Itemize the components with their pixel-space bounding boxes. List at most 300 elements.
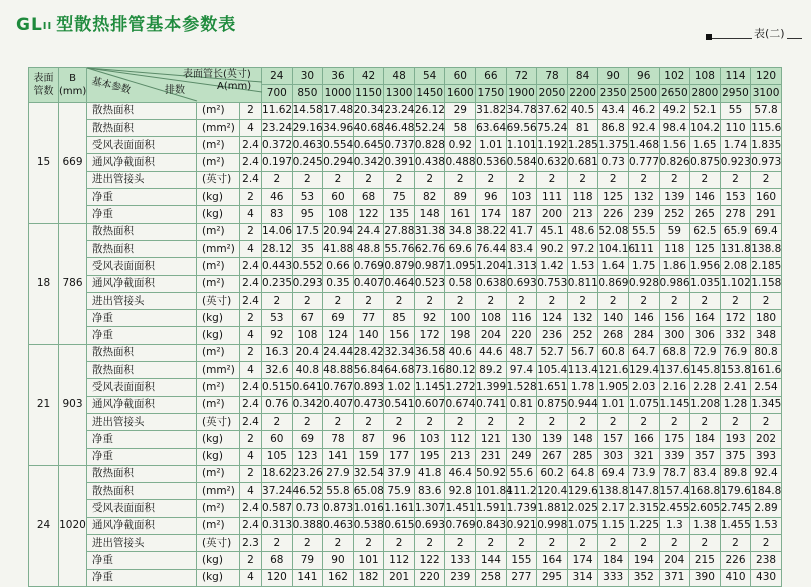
value-cell: 60 — [262, 431, 293, 448]
value-cell: 53 — [292, 189, 323, 206]
value-cell: 83.6 — [414, 483, 445, 500]
header-length-in: 24 — [262, 68, 293, 85]
table-row — [29, 275, 782, 292]
value-cell: 72.9 — [690, 344, 721, 361]
value-cell: 0.342 — [353, 154, 384, 171]
header-length-mm: 2350 — [598, 85, 629, 102]
value-cell: 56.84 — [353, 362, 384, 379]
value-cell: 0.342 — [292, 396, 323, 413]
value-cell: 239 — [445, 569, 476, 586]
header-length-mm: 1300 — [384, 85, 415, 102]
value-cell: 123 — [292, 448, 323, 465]
value-cell: 0.407 — [353, 275, 384, 292]
value-cell: 0.607 — [414, 396, 445, 413]
value-cell: 87 — [353, 431, 384, 448]
value-cell: 2 — [414, 171, 445, 188]
rows-count-cell: 4 — [240, 569, 262, 586]
header-length-mm-label: A(mm) — [217, 81, 252, 92]
param-unit-cell: (m²) — [197, 344, 240, 361]
value-cell: 40.6 — [445, 344, 476, 361]
value-cell: 95 — [292, 206, 323, 223]
value-cell: 238 — [751, 552, 782, 569]
rows-count-cell: 2.4 — [240, 171, 262, 188]
value-cell: 2 — [751, 292, 782, 309]
value-cell: 133 — [445, 552, 476, 569]
value-cell: 46.2 — [628, 102, 659, 119]
value-cell: 0.235 — [262, 275, 293, 292]
table-row — [29, 258, 782, 275]
param-unit-cell: (m²) — [197, 154, 240, 171]
value-cell: 124 — [537, 310, 568, 327]
value-cell: 1.225 — [628, 517, 659, 534]
value-cell: 83.4 — [690, 465, 721, 482]
value-cell: 2 — [720, 413, 751, 430]
value-cell: 156 — [384, 327, 415, 344]
value-cell: 64.7 — [628, 344, 659, 361]
header-tube-count: 表面管数 — [29, 68, 59, 103]
value-cell: 2 — [506, 171, 537, 188]
value-cell: 265 — [690, 206, 721, 223]
value-cell: 1.15 — [598, 517, 629, 534]
value-cell: 1.651 — [537, 379, 568, 396]
value-cell: 1.192 — [537, 137, 568, 154]
value-cell: 348 — [751, 327, 782, 344]
value-cell: 76.44 — [476, 240, 507, 257]
rows-count-cell: 4 — [240, 119, 262, 136]
value-cell: 97.2 — [567, 240, 598, 257]
value-cell: 172 — [720, 310, 751, 327]
value-cell: 0.294 — [323, 154, 354, 171]
value-cell: 2 — [659, 535, 690, 552]
value-cell: 0.826 — [659, 154, 690, 171]
value-cell: 0.536 — [476, 154, 507, 171]
value-cell: 52.1 — [690, 102, 721, 119]
value-cell: 147.8 — [628, 483, 659, 500]
value-cell: 1.01 — [476, 137, 507, 154]
param-unit-cell: (kg) — [197, 552, 240, 569]
value-cell: 44.6 — [476, 344, 507, 361]
header-length-in-label: 表面管长(英寸) — [183, 69, 251, 80]
value-cell: 2 — [262, 292, 293, 309]
value-cell: 0.737 — [384, 137, 415, 154]
header-length-mm: 2200 — [567, 85, 598, 102]
value-cell: 1.3 — [659, 517, 690, 534]
value-cell: 249 — [506, 448, 537, 465]
value-cell: 139 — [659, 189, 690, 206]
value-cell: 55.8 — [323, 483, 354, 500]
value-cell: 110 — [720, 119, 751, 136]
value-cell: 0.615 — [384, 517, 415, 534]
value-cell: 105 — [262, 448, 293, 465]
value-cell: 220 — [506, 327, 537, 344]
value-cell: 80.8 — [751, 344, 782, 361]
param-name-cell: 散热面积 — [87, 483, 197, 500]
header-length-in: 54 — [414, 68, 445, 85]
value-cell: 124 — [323, 327, 354, 344]
value-cell: 2 — [292, 292, 323, 309]
value-cell: 50.92 — [476, 465, 507, 482]
value-cell: 140 — [353, 327, 384, 344]
value-cell: 58 — [445, 119, 476, 136]
value-cell: 36.58 — [414, 344, 445, 361]
header-length-in: 36 — [323, 68, 354, 85]
b-mm-cell: 1020 — [59, 465, 87, 586]
value-cell: 0.584 — [506, 154, 537, 171]
value-cell: 146 — [690, 189, 721, 206]
value-cell: 371 — [659, 569, 690, 586]
value-cell: 104.2 — [690, 119, 721, 136]
param-name-cell: 散热面积 — [87, 102, 197, 119]
value-cell: 187 — [506, 206, 537, 223]
header-length-in: 42 — [353, 68, 384, 85]
param-unit-cell: (m²) — [197, 396, 240, 413]
value-cell: 0.464 — [384, 275, 415, 292]
header-b-mm: B (mm) — [59, 68, 87, 103]
table-row — [29, 413, 782, 430]
value-cell: 314 — [567, 569, 598, 586]
param-name-cell: 通风净截面积 — [87, 396, 197, 413]
value-cell: 2.54 — [751, 379, 782, 396]
value-cell: 184 — [598, 552, 629, 569]
value-cell: 162 — [323, 569, 354, 586]
value-cell: 120 — [262, 569, 293, 586]
value-cell: 90.2 — [537, 240, 568, 257]
table-row — [29, 171, 782, 188]
header-length-mm: 2650 — [659, 85, 690, 102]
rows-count-cell: 2.4 — [240, 292, 262, 309]
value-cell: 48.8 — [353, 240, 384, 257]
value-cell: 0.875 — [537, 396, 568, 413]
value-cell: 81 — [567, 119, 598, 136]
value-cell: 40.8 — [292, 362, 323, 379]
param-unit-cell: (m²) — [197, 465, 240, 482]
value-cell: 0.769 — [353, 258, 384, 275]
value-cell: 111.2 — [506, 483, 537, 500]
header-length-mm: 1600 — [445, 85, 476, 102]
value-cell: 146 — [628, 310, 659, 327]
value-cell: 56.7 — [567, 344, 598, 361]
param-unit-cell: (m²) — [197, 258, 240, 275]
param-name-cell: 进出管接头 — [87, 413, 197, 430]
value-cell: 0.463 — [323, 517, 354, 534]
value-cell: 141 — [292, 569, 323, 586]
value-cell: 112 — [445, 431, 476, 448]
value-cell: 122 — [414, 552, 445, 569]
value-cell: 14.06 — [262, 223, 293, 240]
param-name-cell: 散热面积 — [87, 362, 197, 379]
value-cell: 37.24 — [262, 483, 293, 500]
tube-count-cell: 24 — [29, 465, 59, 586]
value-cell: 29.16 — [292, 119, 323, 136]
value-cell: 321 — [628, 448, 659, 465]
header-length-in: 102 — [659, 68, 690, 85]
value-cell: 2 — [598, 535, 629, 552]
value-cell: 1.101 — [506, 137, 537, 154]
value-cell: 2.455 — [659, 500, 690, 517]
param-name-cell: 散热面积 — [87, 465, 197, 482]
value-cell: 0.987 — [414, 258, 445, 275]
value-cell: 0.443 — [262, 258, 293, 275]
value-cell: 2 — [262, 171, 293, 188]
value-cell: 0.986 — [659, 275, 690, 292]
value-cell: 2 — [292, 413, 323, 430]
value-cell: 0.372 — [262, 137, 293, 154]
table-row — [29, 292, 782, 309]
value-cell: 2 — [720, 535, 751, 552]
parameter-table — [28, 67, 782, 587]
value-cell: 41.88 — [323, 240, 354, 257]
value-cell: 41.8 — [414, 465, 445, 482]
value-cell: 2 — [751, 535, 782, 552]
value-cell: 57.8 — [751, 102, 782, 119]
value-cell: 1.78 — [567, 379, 598, 396]
value-cell: 153.8 — [720, 362, 751, 379]
tube-count-cell: 15 — [29, 102, 59, 223]
value-cell: 0.923 — [720, 154, 751, 171]
value-cell: 122 — [353, 206, 384, 223]
value-cell: 1.53 — [751, 517, 782, 534]
table-row — [29, 552, 782, 569]
value-cell: 177 — [384, 448, 415, 465]
value-cell: 1.591 — [476, 500, 507, 517]
value-cell: 0.407 — [323, 396, 354, 413]
value-cell: 0.463 — [292, 137, 323, 154]
value-cell: 20.4 — [292, 344, 323, 361]
param-unit-cell: (英寸) — [197, 535, 240, 552]
param-unit-cell: (m²) — [197, 275, 240, 292]
value-cell: 64.68 — [384, 362, 415, 379]
value-cell: 352 — [628, 569, 659, 586]
value-cell: 0.928 — [628, 275, 659, 292]
value-cell: 116 — [506, 310, 537, 327]
tube-count-cell: 21 — [29, 344, 59, 465]
value-cell: 1.075 — [628, 396, 659, 413]
value-cell: 2 — [384, 292, 415, 309]
value-cell: 213 — [567, 206, 598, 223]
param-name-cell: 通风净截面积 — [87, 517, 197, 534]
b-mm-cell: 786 — [59, 223, 87, 344]
rows-count-cell: 2.4 — [240, 517, 262, 534]
value-cell: 48.88 — [323, 362, 354, 379]
value-cell: 28.12 — [262, 240, 293, 257]
value-cell: 1.905 — [598, 379, 629, 396]
value-cell: 2 — [751, 413, 782, 430]
param-name-cell: 净重 — [87, 569, 197, 586]
param-name-cell: 散热面积 — [87, 119, 197, 136]
value-cell: 69.4 — [598, 465, 629, 482]
header-row-inches — [29, 68, 782, 85]
table-row — [29, 102, 782, 119]
value-cell: 2 — [384, 171, 415, 188]
value-cell: 75 — [384, 189, 415, 206]
header-length-in: 78 — [537, 68, 568, 85]
value-cell: 1.65 — [690, 137, 721, 154]
value-cell: 174 — [567, 552, 598, 569]
value-cell: 125 — [690, 240, 721, 257]
value-cell: 89.8 — [720, 465, 751, 482]
param-name-cell: 进出管接头 — [87, 292, 197, 309]
table-tag: 表(二) — [754, 27, 785, 40]
param-name-cell: 净重 — [87, 552, 197, 569]
value-cell: 90 — [323, 552, 354, 569]
value-cell: 157.4 — [659, 483, 690, 500]
value-cell: 252 — [567, 327, 598, 344]
header-length-in: 120 — [751, 68, 782, 85]
value-cell: 2 — [567, 535, 598, 552]
value-cell: 86.8 — [598, 119, 629, 136]
value-cell: 2 — [659, 171, 690, 188]
value-cell: 1.42 — [537, 258, 568, 275]
value-cell: 2 — [690, 413, 721, 430]
value-cell: 89 — [445, 189, 476, 206]
table-row — [29, 362, 782, 379]
value-cell: 2 — [567, 171, 598, 188]
value-cell: 2 — [292, 535, 323, 552]
value-cell: 1.307 — [414, 500, 445, 517]
value-cell: 23.26 — [292, 465, 323, 482]
value-cell: 2 — [445, 535, 476, 552]
value-cell: 2 — [506, 535, 537, 552]
param-name-cell: 通风净截面积 — [87, 275, 197, 292]
value-cell: 59 — [659, 223, 690, 240]
table-row — [29, 240, 782, 257]
value-cell: 375 — [720, 448, 751, 465]
value-cell: 2 — [537, 535, 568, 552]
param-unit-cell: (英寸) — [197, 292, 240, 309]
value-cell: 0.58 — [445, 275, 476, 292]
table-row — [29, 223, 782, 240]
value-cell: 1.86 — [659, 258, 690, 275]
value-cell: 2 — [506, 292, 537, 309]
value-cell: 20.34 — [353, 102, 384, 119]
value-cell: 0.541 — [384, 396, 415, 413]
header-length-mm: 2050 — [537, 85, 568, 102]
value-cell: 69 — [292, 431, 323, 448]
rows-count-cell: 4 — [240, 448, 262, 465]
table-row — [29, 517, 782, 534]
param-unit-cell: (kg) — [197, 206, 240, 223]
param-unit-cell: (kg) — [197, 448, 240, 465]
header-rows-label: 排数 — [165, 85, 185, 96]
param-name-cell: 散热面积 — [87, 240, 197, 257]
value-cell: 65.9 — [720, 223, 751, 240]
value-cell: 92 — [414, 310, 445, 327]
value-cell: 27.88 — [384, 223, 415, 240]
value-cell: 138.8 — [751, 240, 782, 257]
value-cell: 2 — [690, 292, 721, 309]
value-cell: 0.893 — [353, 379, 384, 396]
value-cell: 0.66 — [323, 258, 354, 275]
table-row — [29, 431, 782, 448]
value-cell: 98.4 — [659, 119, 690, 136]
param-name-cell: 散热面积 — [87, 223, 197, 240]
value-cell: 155 — [506, 552, 537, 569]
value-cell: 2 — [414, 535, 445, 552]
value-cell: 1.75 — [628, 258, 659, 275]
value-cell: 168.8 — [690, 483, 721, 500]
value-cell: 410 — [720, 569, 751, 586]
rows-count-cell: 2 — [240, 189, 262, 206]
header-length-in: 30 — [292, 68, 323, 85]
value-cell: 156 — [659, 310, 690, 327]
value-cell: 92.8 — [445, 483, 476, 500]
value-cell: 46.48 — [384, 119, 415, 136]
value-cell: 2 — [690, 171, 721, 188]
value-cell: 2 — [567, 292, 598, 309]
value-cell: 201 — [384, 569, 415, 586]
value-cell: 141 — [323, 448, 354, 465]
value-cell: 40.5 — [567, 102, 598, 119]
value-cell: 0.81 — [506, 396, 537, 413]
value-cell: 430 — [751, 569, 782, 586]
table-row — [29, 189, 782, 206]
value-cell: 0.473 — [353, 396, 384, 413]
header-length-mm: 1750 — [476, 85, 507, 102]
value-cell: 1.455 — [720, 517, 751, 534]
value-cell: 68 — [353, 189, 384, 206]
param-name-cell: 散热面积 — [87, 344, 197, 361]
value-cell: 24.44 — [323, 344, 354, 361]
header-length-in: 108 — [690, 68, 721, 85]
value-cell: 0.35 — [323, 275, 354, 292]
value-cell: 2.41 — [720, 379, 751, 396]
param-unit-cell: (mm²) — [197, 362, 240, 379]
value-cell: 0.538 — [353, 517, 384, 534]
rows-count-cell: 2.4 — [240, 396, 262, 413]
value-cell: 0.681 — [567, 154, 598, 171]
value-cell: 303 — [598, 448, 629, 465]
value-cell: 2.08 — [720, 258, 751, 275]
param-unit-cell: (m²) — [197, 223, 240, 240]
value-cell: 1.468 — [628, 137, 659, 154]
page-title — [16, 10, 236, 35]
table-row — [29, 483, 782, 500]
value-cell: 0.313 — [262, 517, 293, 534]
header-length-mm: 1900 — [506, 85, 537, 102]
value-cell: 69.56 — [506, 119, 537, 136]
value-cell: 2 — [323, 171, 354, 188]
value-cell: 1.204 — [476, 258, 507, 275]
value-cell: 125 — [598, 189, 629, 206]
value-cell: 64.8 — [567, 465, 598, 482]
value-cell: 52.08 — [598, 223, 629, 240]
value-cell: 38.22 — [476, 223, 507, 240]
value-cell: 77 — [353, 310, 384, 327]
table-row — [29, 154, 782, 171]
title-subscript: II — [42, 21, 53, 32]
value-cell: 1.095 — [445, 258, 476, 275]
rows-count-cell: 2 — [240, 465, 262, 482]
param-name-cell: 进出管接头 — [87, 535, 197, 552]
param-unit-cell: (m²) — [197, 500, 240, 517]
value-cell: 137.6 — [659, 362, 690, 379]
param-unit-cell: (m²) — [197, 379, 240, 396]
value-cell: 92.4 — [628, 119, 659, 136]
value-cell: 390 — [690, 569, 721, 586]
rows-count-cell: 2.4 — [240, 137, 262, 154]
value-cell: 138.8 — [598, 483, 629, 500]
value-cell: 79 — [292, 552, 323, 569]
value-cell: 1.016 — [353, 500, 384, 517]
value-cell: 0.638 — [476, 275, 507, 292]
rows-count-cell: 2 — [240, 102, 262, 119]
value-cell: 23.24 — [384, 102, 415, 119]
value-cell: 55.6 — [506, 465, 537, 482]
value-cell: 1.158 — [751, 275, 782, 292]
value-cell: 43.4 — [598, 102, 629, 119]
table-row — [29, 119, 782, 136]
param-name-cell: 净重 — [87, 327, 197, 344]
